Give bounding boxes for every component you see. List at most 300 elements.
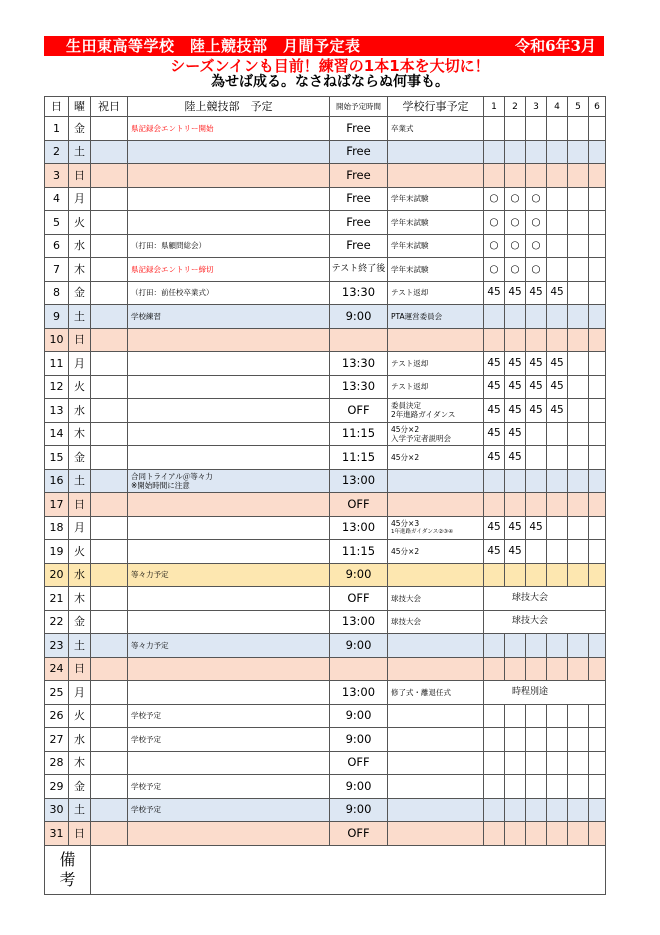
grade-g2-cell: [505, 305, 526, 329]
school-event-cell: [388, 751, 484, 775]
grade-g2-cell: ○: [505, 211, 526, 235]
grade-g1-cell: 45: [484, 516, 505, 540]
school-event-text: 学年末試験: [391, 241, 429, 251]
day-cell: 9: [45, 305, 69, 329]
grade-g5-cell: [568, 281, 589, 305]
grade-g6-cell: [589, 563, 606, 587]
grade-g1-cell: ○: [484, 187, 505, 211]
club-event-note: ※開始時間に注意: [131, 480, 190, 490]
club-event-cell: [128, 375, 330, 399]
school-event-note: 入学予定者説明会: [391, 433, 451, 443]
day-cell: 17: [45, 493, 69, 517]
grade-g4-cell: [547, 328, 568, 352]
notes-label-text: 備考: [59, 849, 76, 889]
grade-g5-cell: [568, 234, 589, 258]
start-time-cell: Free: [330, 117, 388, 141]
day-cell: 13: [45, 399, 69, 423]
grade-g1-cell: [484, 775, 505, 799]
school-event-cell: [388, 822, 484, 846]
start-time-cell: OFF: [330, 822, 388, 846]
weekday-cell: 水: [69, 399, 91, 423]
day-cell: 15: [45, 446, 69, 470]
weekday-cell: 日: [69, 493, 91, 517]
school-event-cell: [388, 728, 484, 752]
club-event-cell: [128, 540, 330, 564]
slogan-red: シーズンインも目前！練習の1本1本を大切に！: [170, 57, 490, 75]
club-event-cell: [128, 587, 330, 611]
grade-g4-cell: [547, 446, 568, 470]
start-time-cell: OFF: [330, 751, 388, 775]
weekday-cell: 金: [69, 117, 91, 141]
grade-g4-cell: [547, 211, 568, 235]
grade-g2-cell: 45: [505, 375, 526, 399]
club-event-cell: [128, 704, 330, 728]
table-row: [45, 281, 606, 305]
grade-g6-cell: [589, 728, 606, 752]
holiday-cell: [91, 587, 128, 611]
day-cell: 6: [45, 234, 69, 258]
school-event-cell: [388, 493, 484, 517]
grade-g1-cell: 45: [484, 281, 505, 305]
school-event-note: 1年進路ガイダンス②③④: [391, 528, 454, 535]
grade-g6-cell: [589, 305, 606, 329]
col-weekday: 曜: [69, 97, 91, 117]
grade-g4-cell: [547, 728, 568, 752]
grade-g5-cell: [568, 187, 589, 211]
table-row: [45, 634, 606, 658]
grade-g6-cell: [589, 493, 606, 517]
grade-g5-cell: [568, 164, 589, 188]
club-event-cell: [128, 140, 330, 164]
holiday-cell: [91, 305, 128, 329]
weekday-cell: 土: [69, 634, 91, 658]
grade-g2-cell: 45: [505, 352, 526, 376]
day-cell: 4: [45, 187, 69, 211]
grade-g4-cell: [547, 140, 568, 164]
grade-g2-cell: [505, 634, 526, 658]
col-day: 日: [45, 97, 69, 117]
grade-g1-cell: [484, 305, 505, 329]
grade-g6-cell: [589, 234, 606, 258]
grade-span-cell: 球技大会: [484, 610, 606, 634]
start-time-cell: 11:15: [330, 540, 388, 564]
grade-g6-cell: [589, 751, 606, 775]
start-time-cell: 9:00: [330, 704, 388, 728]
grade-g1-cell: 45: [484, 540, 505, 564]
club-event-cell: [128, 469, 330, 493]
grade-g6-cell: [589, 211, 606, 235]
club-event-cell: [128, 258, 330, 282]
grade-g6-cell: [589, 657, 606, 681]
grade-g3-cell: [526, 822, 547, 846]
grade-g2-cell: [505, 493, 526, 517]
grade-g1-cell: [484, 140, 505, 164]
school-event-cell: [388, 164, 484, 188]
school-event-cell: [388, 681, 484, 705]
grade-g5-cell: [568, 305, 589, 329]
holiday-cell: [91, 751, 128, 775]
grade-g1-cell: [484, 469, 505, 493]
holiday-cell: [91, 258, 128, 282]
club-event-text: 学校予定: [131, 711, 161, 721]
grade-g5-cell: [568, 657, 589, 681]
school-event-cell: [388, 469, 484, 493]
grade-g4-cell: 45: [547, 281, 568, 305]
day-cell: 21: [45, 587, 69, 611]
start-time-cell: 9:00: [330, 728, 388, 752]
club-event-text: （打田：県顧問総会）: [131, 241, 206, 251]
day-cell: 16: [45, 469, 69, 493]
school-event-cell: [388, 704, 484, 728]
grade-g6-cell: [589, 798, 606, 822]
grade-g5-cell: [568, 634, 589, 658]
club-event-cell: [128, 187, 330, 211]
table-row: [45, 164, 606, 188]
grade-g5-cell: [568, 375, 589, 399]
school-event-text: 球技大会: [391, 617, 421, 627]
grade-g3-cell: [526, 728, 547, 752]
grade-g1-cell: [484, 728, 505, 752]
club-event-text: 等々力予定: [131, 640, 169, 650]
grade-g5-cell: [568, 446, 589, 470]
club-event-cell: [128, 516, 330, 540]
grade-g3-cell: [526, 634, 547, 658]
grade-g2-cell: [505, 164, 526, 188]
holiday-cell: [91, 563, 128, 587]
school-event-text: 学年末試験: [391, 264, 429, 274]
grade-g3-cell: ○: [526, 211, 547, 235]
grade-g4-cell: [547, 634, 568, 658]
grade-span-cell: 時程別途: [484, 681, 606, 705]
holiday-cell: [91, 352, 128, 376]
grade-g5-cell: [568, 540, 589, 564]
weekday-cell: 日: [69, 164, 91, 188]
grade-g2-cell: ○: [505, 234, 526, 258]
school-event-cell: [388, 634, 484, 658]
grade-g4-cell: [547, 822, 568, 846]
club-event-text: 学校予定: [131, 734, 161, 744]
day-cell: 8: [45, 281, 69, 305]
grade-g3-cell: [526, 469, 547, 493]
grade-g1-cell: [484, 493, 505, 517]
weekday-cell: 土: [69, 140, 91, 164]
day-cell: 30: [45, 798, 69, 822]
grade-g6-cell: [589, 422, 606, 446]
grade-g6-cell: [589, 328, 606, 352]
holiday-cell: [91, 375, 128, 399]
grade-g2-cell: [505, 728, 526, 752]
title-bar: [44, 36, 604, 56]
table-row: [45, 328, 606, 352]
table-row: [45, 352, 606, 376]
holiday-cell: [91, 422, 128, 446]
col-g3: 3: [526, 97, 547, 117]
weekday-cell: 月: [69, 516, 91, 540]
weekday-cell: 木: [69, 587, 91, 611]
start-time-cell: Free: [330, 140, 388, 164]
school-event-cell: [388, 775, 484, 799]
weekday-cell: 日: [69, 328, 91, 352]
grade-g6-cell: [589, 281, 606, 305]
grade-g6-cell: [589, 187, 606, 211]
weekday-cell: 火: [69, 704, 91, 728]
col-club-schedule: 陸上競技部 予定: [128, 97, 330, 117]
grade-g5-cell: [568, 493, 589, 517]
start-time-cell: 11:15: [330, 422, 388, 446]
grade-g2-cell: [505, 775, 526, 799]
grade-g6-cell: [589, 258, 606, 282]
grade-g4-cell: [547, 704, 568, 728]
club-event-text: 県記録会エントリー締切: [131, 264, 214, 274]
holiday-cell: [91, 211, 128, 235]
grade-g5-cell: [568, 328, 589, 352]
club-event-cell: [128, 798, 330, 822]
grade-g4-cell: 45: [547, 375, 568, 399]
grade-g1-cell: [484, 704, 505, 728]
table-row: [45, 822, 606, 846]
holiday-cell: [91, 540, 128, 564]
day-cell: 22: [45, 610, 69, 634]
holiday-cell: [91, 399, 128, 423]
weekday-cell: 日: [69, 822, 91, 846]
grade-g2-cell: 45: [505, 516, 526, 540]
club-event-cell: [128, 211, 330, 235]
day-cell: 28: [45, 751, 69, 775]
club-event-cell: [128, 305, 330, 329]
col-g2: 2: [505, 97, 526, 117]
grade-g5-cell: [568, 117, 589, 141]
grade-g2-cell: [505, 798, 526, 822]
table-row: [45, 375, 606, 399]
grade-g6-cell: [589, 634, 606, 658]
col-g1: 1: [484, 97, 505, 117]
club-event-text: （打田：前任校卒業式）: [131, 288, 214, 298]
holiday-cell: [91, 775, 128, 799]
holiday-cell: [91, 516, 128, 540]
monthly-schedule-table: [44, 96, 606, 895]
grade-g2-cell: [505, 328, 526, 352]
table-row: [45, 610, 606, 634]
school-event-cell: [388, 305, 484, 329]
header-row: [45, 97, 606, 117]
holiday-cell: [91, 164, 128, 188]
club-event-cell: [128, 399, 330, 423]
school-event-text: 45分×2: [391, 546, 420, 556]
weekday-cell: 月: [69, 681, 91, 705]
school-event-cell: [388, 117, 484, 141]
grade-g2-cell: ○: [505, 187, 526, 211]
start-time-cell: 13:30: [330, 281, 388, 305]
grade-g3-cell: [526, 704, 547, 728]
grade-g3-cell: 45: [526, 375, 547, 399]
grade-g1-cell: 45: [484, 399, 505, 423]
grade-g4-cell: [547, 775, 568, 799]
day-cell: 7: [45, 258, 69, 282]
weekday-cell: 木: [69, 422, 91, 446]
table-row: [45, 305, 606, 329]
school-event-text: 学年末試験: [391, 194, 429, 204]
grade-g1-cell: [484, 563, 505, 587]
day-cell: 12: [45, 375, 69, 399]
table-row: [45, 681, 606, 705]
school-event-cell: [388, 587, 484, 611]
grade-g4-cell: 45: [547, 399, 568, 423]
holiday-cell: [91, 140, 128, 164]
day-cell: 5: [45, 211, 69, 235]
grade-g1-cell: 45: [484, 446, 505, 470]
club-event-cell: [128, 164, 330, 188]
grade-g2-cell: 45: [505, 281, 526, 305]
grade-g3-cell: [526, 657, 547, 681]
weekday-cell: 金: [69, 281, 91, 305]
start-time-cell: 9:00: [330, 634, 388, 658]
grade-g6-cell: [589, 704, 606, 728]
school-event-cell: [388, 446, 484, 470]
grade-g3-cell: [526, 493, 547, 517]
slogan-black: 為せば成る。なさねばならぬ何事も。: [211, 74, 449, 90]
club-event-cell: [128, 751, 330, 775]
table-row: [45, 469, 606, 493]
holiday-cell: [91, 117, 128, 141]
grade-g3-cell: [526, 775, 547, 799]
table-row: [45, 540, 606, 564]
day-cell: 27: [45, 728, 69, 752]
grade-g1-cell: 45: [484, 352, 505, 376]
grade-g5-cell: [568, 258, 589, 282]
table-row: [45, 258, 606, 282]
grade-g5-cell: [568, 352, 589, 376]
table-row: [45, 704, 606, 728]
table-row: [45, 775, 606, 799]
col-start-time: 開始予定時間: [330, 97, 388, 117]
holiday-cell: [91, 728, 128, 752]
grade-g2-cell: [505, 469, 526, 493]
club-event-cell: [128, 422, 330, 446]
grade-g2-cell: 45: [505, 422, 526, 446]
table-row: [45, 422, 606, 446]
notes-label: [45, 845, 91, 894]
club-event-cell: [128, 234, 330, 258]
grade-g5-cell: [568, 211, 589, 235]
school-event-text: 修了式・離退任式: [391, 687, 451, 697]
grade-g2-cell: [505, 117, 526, 141]
grade-g2-cell: [505, 751, 526, 775]
grade-g5-cell: [568, 728, 589, 752]
weekday-cell: 火: [69, 211, 91, 235]
grade-g4-cell: [547, 422, 568, 446]
weekday-cell: 火: [69, 375, 91, 399]
club-event-text: 県記録会エントリー開始: [131, 123, 214, 133]
grade-g6-cell: [589, 446, 606, 470]
day-cell: 29: [45, 775, 69, 799]
notes-row: [45, 845, 606, 894]
start-time-cell: Free: [330, 234, 388, 258]
club-event-cell: [128, 117, 330, 141]
start-time-cell: Free: [330, 187, 388, 211]
grade-g3-cell: ○: [526, 258, 547, 282]
table-row: [45, 563, 606, 587]
table-row: [45, 587, 606, 611]
start-time-cell: 13:00: [330, 516, 388, 540]
club-event-cell: [128, 281, 330, 305]
grade-g6-cell: [589, 352, 606, 376]
school-event-text: テスト返却: [391, 358, 429, 368]
grade-g3-cell: 45: [526, 352, 547, 376]
school-event-text: PTA運営委員会: [391, 311, 443, 321]
col-g5: 5: [568, 97, 589, 117]
grade-g4-cell: [547, 187, 568, 211]
grade-g1-cell: [484, 164, 505, 188]
school-event-note: 2年進路ガイダンス: [391, 410, 456, 420]
start-time-cell: テスト終了後: [330, 258, 388, 282]
holiday-cell: [91, 469, 128, 493]
holiday-cell: [91, 681, 128, 705]
grade-g6-cell: [589, 775, 606, 799]
grade-g4-cell: [547, 234, 568, 258]
grade-g1-cell: [484, 117, 505, 141]
grade-g4-cell: [547, 493, 568, 517]
school-event-cell: [388, 140, 484, 164]
grade-g5-cell: [568, 469, 589, 493]
page-title: 生田東高等学校 陸上競技部 月間予定表: [66, 37, 361, 55]
school-event-cell: [388, 234, 484, 258]
grade-g1-cell: [484, 634, 505, 658]
club-event-cell: [128, 352, 330, 376]
school-event-cell: [388, 798, 484, 822]
grade-g2-cell: ○: [505, 258, 526, 282]
weekday-cell: 土: [69, 469, 91, 493]
holiday-cell: [91, 234, 128, 258]
table-row: [45, 234, 606, 258]
grade-g3-cell: 45: [526, 281, 547, 305]
club-event-text: 学校練習: [131, 311, 161, 321]
school-event-cell: [388, 563, 484, 587]
table-row: [45, 140, 606, 164]
day-cell: 23: [45, 634, 69, 658]
grade-g3-cell: [526, 328, 547, 352]
club-event-text: 学校予定: [131, 781, 161, 791]
grade-g4-cell: [547, 516, 568, 540]
school-event-cell: [388, 540, 484, 564]
start-time-cell: OFF: [330, 493, 388, 517]
table-row: [45, 187, 606, 211]
school-event-cell: [388, 399, 484, 423]
holiday-cell: [91, 281, 128, 305]
grade-g1-cell: ○: [484, 234, 505, 258]
col-school-events: 学校行事予定: [388, 97, 484, 117]
grade-g5-cell: [568, 140, 589, 164]
grade-g2-cell: 45: [505, 399, 526, 423]
holiday-cell: [91, 610, 128, 634]
weekday-cell: 木: [69, 258, 91, 282]
school-event-cell: [388, 610, 484, 634]
day-cell: 2: [45, 140, 69, 164]
grade-g5-cell: [568, 798, 589, 822]
grade-g2-cell: [505, 704, 526, 728]
grade-g2-cell: [505, 822, 526, 846]
grade-g2-cell: 45: [505, 446, 526, 470]
grade-g6-cell: [589, 822, 606, 846]
holiday-cell: [91, 446, 128, 470]
day-cell: 3: [45, 164, 69, 188]
school-event-cell: [388, 352, 484, 376]
grade-g3-cell: [526, 305, 547, 329]
start-time-cell: [330, 328, 388, 352]
table-row: [45, 728, 606, 752]
grade-g4-cell: [547, 258, 568, 282]
club-event-cell: [128, 775, 330, 799]
grade-g1-cell: ○: [484, 258, 505, 282]
